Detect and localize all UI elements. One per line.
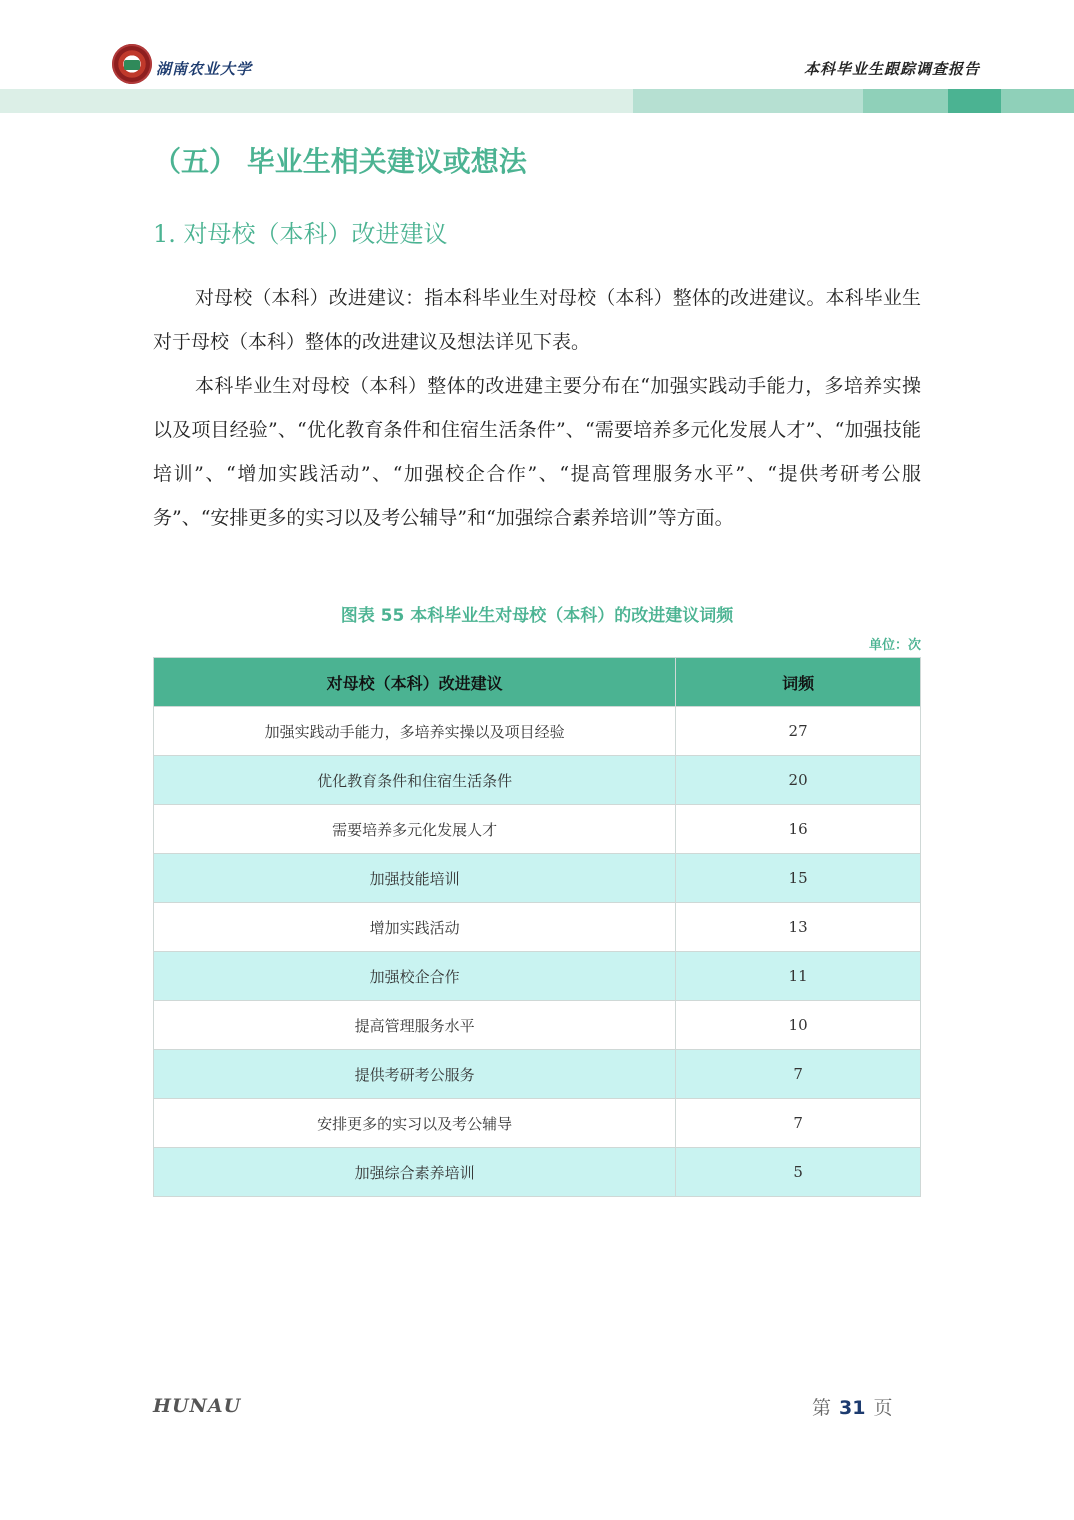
header-band (633, 89, 863, 113)
suggestion-cell: 加强综合素养培训 (154, 1148, 676, 1197)
table-row (154, 805, 921, 854)
section-title: （五） 毕业生相关建议或想法 (153, 145, 527, 178)
frequency-cell: 7 (676, 1099, 921, 1148)
sub-title: 1. 对母校（本科）改进建议 (153, 220, 448, 248)
university-logo-icon (112, 44, 152, 84)
header-band (948, 89, 1001, 113)
table-row (154, 1001, 921, 1050)
table-row (154, 952, 921, 1001)
page-header (0, 0, 1074, 115)
page-suffix: 页 (873, 1397, 893, 1419)
frequency-cell: 16 (676, 805, 921, 854)
suggestion-cell: 需要培养多元化发展人才 (154, 805, 676, 854)
table-row (154, 1099, 921, 1148)
table-row (154, 903, 921, 952)
suggestion-cell: 增加实践活动 (154, 903, 676, 952)
university-name: 湖南农业大学 (156, 60, 253, 78)
suggestion-cell: 提高管理服务水平 (154, 1001, 676, 1050)
suggestion-cell: 优化教育条件和住宿生活条件 (154, 756, 676, 805)
table-header-row (154, 658, 921, 707)
frequency-cell: 7 (676, 1050, 921, 1099)
table-row (154, 756, 921, 805)
table-row (154, 707, 921, 756)
header-band (863, 89, 948, 113)
frequency-cell: 13 (676, 903, 921, 952)
figure-caption: 图表 55 本科毕业生对母校（本科）的改进建议词频 (340, 606, 734, 626)
table-row (154, 1148, 921, 1197)
header-band (1001, 89, 1074, 113)
column-header-suggestion: 对母校（本科）改进建议 (154, 658, 676, 707)
table-row (154, 854, 921, 903)
table-row (154, 1050, 921, 1099)
column-header-frequency: 词频 (676, 658, 921, 707)
frequency-cell: 27 (676, 707, 921, 756)
paragraph: 对母校（本科）改进建议：指本科毕业生对母校（本科）整体的改进建议。本科毕业生对于母校（本科）整体的改进建议及想法详见下表。 (153, 287, 921, 353)
suggestion-frequency-table (153, 657, 921, 1197)
frequency-cell: 15 (676, 854, 921, 903)
paragraph: 本科毕业生对母校（本科）整体的改进建主要分布在“加强实践动手能力，多培养实操以及项目经验”、“优化教育条件和住宿生活条件”、“需要培养多元化发展人才”、“加强技能培训”、“增加实践活动”、“加强校企合作”、“提高管理服务水平”、“提供考研考公服务”、“安排更多的实习以及考公辅导”和“加强综合素养培训”等方面。 (153, 375, 921, 529)
page-number: 31 (839, 1397, 866, 1419)
frequency-cell: 5 (676, 1148, 921, 1197)
suggestion-cell: 提供考研考公服务 (154, 1050, 676, 1099)
page-indicator (812, 1393, 892, 1420)
frequency-cell: 10 (676, 1001, 921, 1050)
suggestion-cell: 加强技能培训 (154, 854, 676, 903)
suggestion-cell: 安排更多的实习以及考公辅导 (154, 1099, 676, 1148)
unit-label: 单位：次 (868, 638, 921, 653)
header-band (0, 89, 633, 113)
footer-logo-text: HUNAU (153, 1395, 242, 1417)
suggestion-cell: 加强实践动手能力，多培养实操以及项目经验 (154, 707, 676, 756)
page-prefix: 第 (812, 1397, 832, 1419)
suggestion-cell: 加强校企合作 (154, 952, 676, 1001)
frequency-cell: 11 (676, 952, 921, 1001)
report-title: 本科毕业生跟踪调查报告 (803, 60, 980, 78)
frequency-cell: 20 (676, 756, 921, 805)
